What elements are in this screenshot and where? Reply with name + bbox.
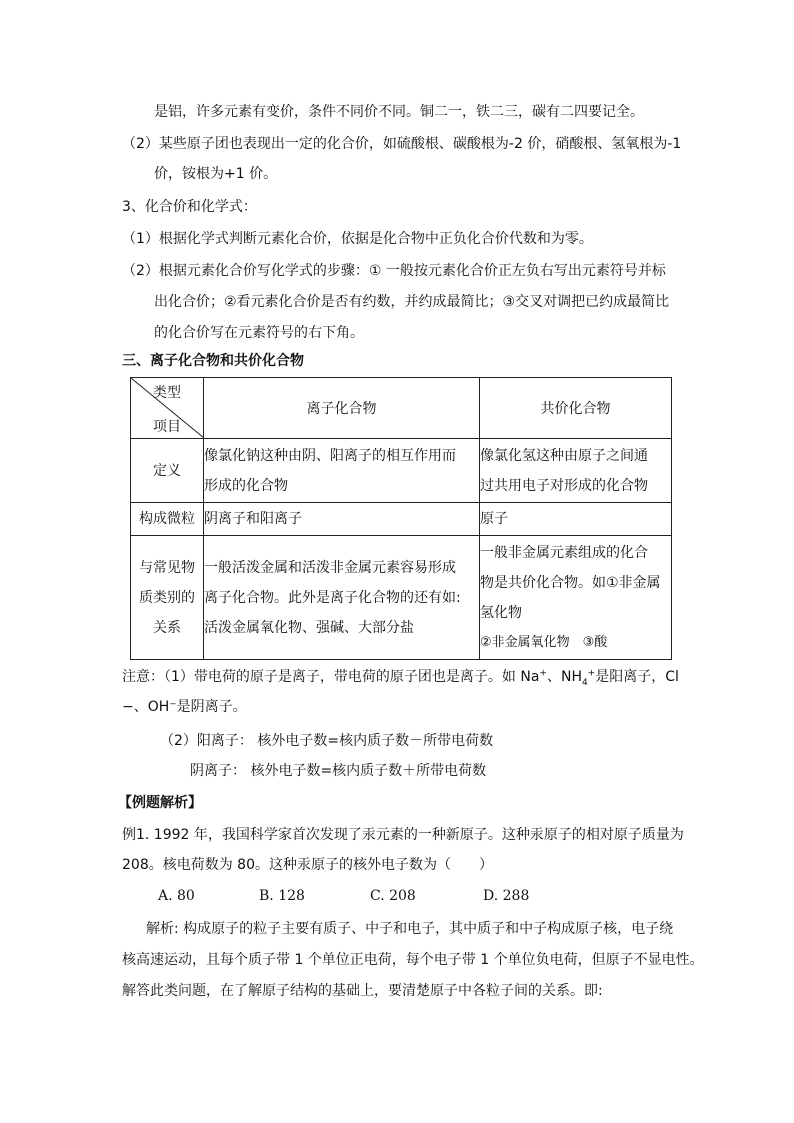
- section-3-paragraph-2-line-1: （2）根据元素化合价写化学式的步骤：① 一般按元素化合价正左负右写出元素符号并标: [122, 263, 666, 279]
- note-text: 、NH: [546, 669, 582, 685]
- paragraph-valence-rhyme: 是铝，许多元素有变价，条件不同价不同。铜二一，铁二三，碳有二四要记全。: [154, 104, 644, 120]
- cell-text: 形成的化合物: [204, 477, 288, 494]
- header-type-label: 类型: [153, 385, 181, 401]
- section-heading-ionic-covalent: 三、离子化合物和共价化合物: [122, 353, 304, 369]
- cell-text: ②非金属氧化物 ③酸: [480, 634, 608, 650]
- section-3-paragraph-2-line-2: 出化合价；②看元素化合价是否有约数，并约成最简比；③交叉对调把已约成最简比: [154, 294, 670, 310]
- cell-text: 氢化物: [480, 604, 522, 621]
- cell-covalent-definition: [480, 439, 672, 503]
- cell-text: 像氯化钠这种由阴、阳离子的相互作用而: [204, 447, 456, 464]
- header-item-label: 项目: [153, 419, 181, 435]
- superscript-plus: +: [587, 668, 596, 679]
- analysis-line-1: 解析: 构成原子的粒子主要有质子、中子和电子，其中质子和中子构成原子核，电子绕: [146, 921, 674, 937]
- note-text: 注意：（1）带电荷的原子是离子，带电荷的原子团也是离子。如 Na: [122, 669, 540, 685]
- option-b: B. 128: [259, 888, 305, 904]
- section-3-paragraph-1: （1）根据化学式判断元素化合价，依据是化合物中正负化合价代数和为零。: [122, 231, 593, 247]
- paragraph-radical-valence-1: （2）某些原子团也表现出一定的化合价，如硫酸根、碳酸根为-2 价，硝酸根、氢氧根为-1: [122, 136, 682, 152]
- diagonal-header-cell: [131, 378, 204, 439]
- cell-text: 质类别的: [139, 589, 195, 606]
- cell-text: 一般活泼金属和活泼非金属元素容易形成: [204, 559, 456, 576]
- example-question-line-2: 208。核电荷数为 80。这种汞原子的核外电子数为（ ）: [122, 857, 493, 873]
- cell-text: 物是共价化合物。如①非金属: [480, 574, 661, 591]
- cell-covalent-relation: [480, 536, 672, 660]
- note-anion-formula: 阴离子： 核外电子数=核内质子数＋所带电荷数: [190, 763, 487, 779]
- table-header-row: [131, 378, 672, 439]
- cell-text: 活泼金属氧化物、强碱、大部分盐: [204, 619, 414, 636]
- subscript-4: 4: [581, 677, 588, 688]
- cell-text: 过共用电子对形成的化合物: [480, 477, 648, 494]
- table-row-particles: [131, 503, 672, 536]
- table-row-definition: [131, 439, 672, 503]
- superscript-plus: +: [539, 668, 547, 679]
- table-row-relation: [131, 536, 672, 660]
- paragraph-radical-valence-2: 价，铵根为+1 价。: [154, 166, 278, 182]
- option-c: C. 208: [370, 888, 416, 904]
- example-heading: 【例题解析】: [118, 795, 202, 811]
- cell-ionic-definition: [204, 439, 480, 503]
- row-label-definition: 定义: [131, 439, 204, 503]
- cell-text: 与常见物: [139, 559, 195, 576]
- option-a: A. 80: [158, 888, 195, 904]
- row-label-particles: 构成微粒: [131, 503, 204, 536]
- analysis-line-3: 解答此类问题，在了解原子结构的基础上，要清楚原子中各粒子间的关系。即:: [122, 983, 603, 999]
- row-label-relation: [131, 536, 204, 660]
- note-text: 是阳离子，Cl: [595, 669, 679, 685]
- section-3-title: 3、化合价和化学式：: [122, 199, 257, 215]
- header-ionic-compound: 离子化合物: [204, 378, 480, 439]
- section-3-paragraph-2-line-3: 的化合价写在元素符号的右下角。: [154, 325, 364, 341]
- cell-text: 一般非金属元素组成的化合: [480, 544, 648, 561]
- note-line-1: [122, 667, 679, 687]
- example-question-line-1: 例1. 1992 年，我国科学家首次发现了汞元素的一种新原子。这种汞原子的相对原子质量为: [122, 827, 684, 843]
- cell-covalent-particles: 原子: [480, 503, 672, 536]
- note-line-2: −、OH⁻是阴离子。: [122, 699, 247, 715]
- header-covalent-compound: 共价化合物: [480, 378, 672, 439]
- comparison-table: [130, 377, 672, 660]
- cell-text: 关系: [153, 619, 181, 636]
- cell-text: 离子化合物。此外是离子化合物的还有如:: [204, 589, 461, 606]
- analysis-line-2: 核高速运动，且每个质子带 1 个单位正电荷，每个电子带 1 个单位负电荷，但原子不显电性。: [122, 952, 704, 968]
- cell-text: 像氯化氢这种由原子之间通: [480, 447, 648, 464]
- cell-ionic-relation: [204, 536, 480, 660]
- cell-ionic-particles: 阴离子和阳离子: [204, 503, 480, 536]
- option-d: D. 288: [483, 888, 530, 904]
- note-cation-formula: （2）阳离子： 核外电子数=核内质子数－所带电荷数: [160, 733, 494, 749]
